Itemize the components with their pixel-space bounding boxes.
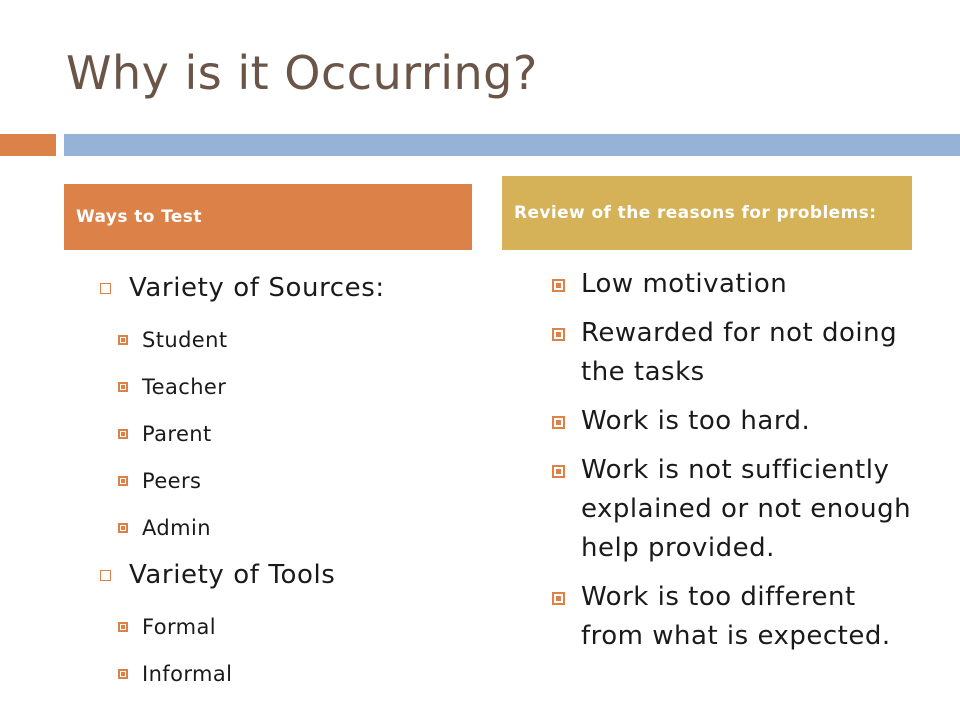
slide-title: Why is it Occurring? bbox=[66, 46, 538, 100]
bullet-square-icon bbox=[100, 283, 111, 294]
tools-label: Variety of Tools bbox=[129, 560, 336, 590]
source-student: Student bbox=[142, 327, 228, 352]
list-item-level2 bbox=[118, 650, 480, 697]
reason-item bbox=[552, 314, 922, 392]
list-item-level2 bbox=[118, 504, 480, 551]
list-item-level2 bbox=[118, 410, 480, 457]
bullet-filled-square-icon bbox=[552, 592, 565, 605]
bullet-filled-square-icon bbox=[118, 429, 128, 439]
source-peers: Peers bbox=[142, 468, 202, 493]
bullet-filled-square-icon bbox=[118, 622, 128, 632]
ways-to-test-header: Ways to Test bbox=[64, 184, 472, 250]
reason-text: Work is too hard. bbox=[581, 406, 811, 436]
bullet-filled-square-icon bbox=[118, 382, 128, 392]
tool-formal: Formal bbox=[142, 614, 217, 639]
bullet-filled-square-icon bbox=[118, 669, 128, 679]
list-item-level1 bbox=[100, 270, 480, 306]
source-parent: Parent bbox=[142, 421, 212, 446]
bullet-filled-square-icon bbox=[118, 523, 128, 533]
reason-item bbox=[552, 451, 922, 568]
source-admin: Admin bbox=[142, 515, 211, 540]
reason-item bbox=[552, 578, 922, 656]
reason-text: Work is too different from what is expected. bbox=[581, 582, 891, 651]
reasons-header: Review of the reasons for problems: bbox=[502, 176, 912, 250]
sources-label: Variety of Sources: bbox=[129, 273, 385, 303]
list-item-level2 bbox=[118, 603, 480, 650]
bullet-filled-square-icon bbox=[552, 328, 565, 341]
reason-item bbox=[552, 265, 922, 304]
tool-informal: Informal bbox=[142, 661, 233, 686]
bullet-filled-square-icon bbox=[552, 279, 565, 292]
reason-text: Low motivation bbox=[581, 269, 788, 299]
title-rule-accent bbox=[0, 134, 56, 156]
bullet-square-icon bbox=[100, 570, 111, 581]
list-item-level2 bbox=[118, 457, 480, 504]
bullet-filled-square-icon bbox=[552, 465, 565, 478]
bullet-filled-square-icon bbox=[118, 335, 128, 345]
list-item-level2 bbox=[118, 363, 480, 410]
list-item-level2 bbox=[118, 316, 480, 363]
title-rule-bar bbox=[64, 134, 960, 156]
reason-item bbox=[552, 402, 922, 441]
bullet-filled-square-icon bbox=[552, 416, 565, 429]
list-item-level1 bbox=[100, 557, 480, 593]
reason-text: Work is not sufficiently explained or not enough help provided. bbox=[581, 455, 912, 563]
reasons-list bbox=[552, 265, 922, 666]
bullet-filled-square-icon bbox=[118, 476, 128, 486]
ways-to-test-list bbox=[100, 270, 480, 697]
source-teacher: Teacher bbox=[142, 374, 227, 399]
reason-text: Rewarded for not doing the tasks bbox=[581, 318, 898, 387]
